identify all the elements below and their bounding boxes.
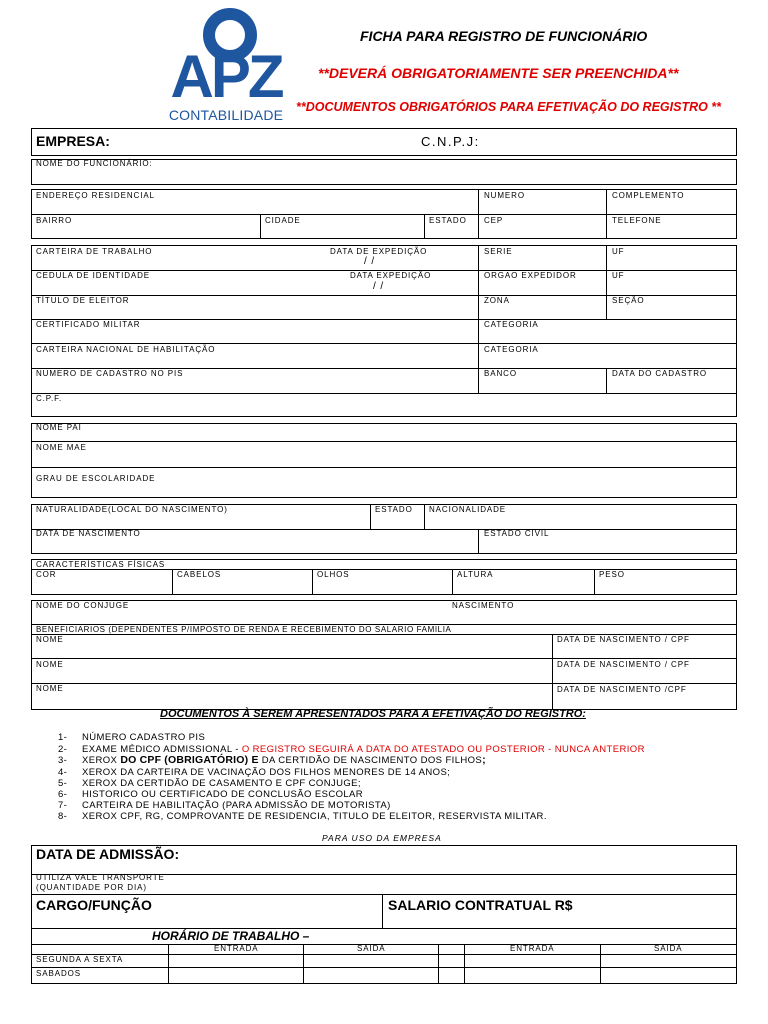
document-item: 2- EXAME MÉDICO ADMISSIONAL - O REGISTRO SEGUIRÁ A DATA DO ATESTADO OU POSTERIOR - NUNCA ANTERIOR [58,744,645,755]
id-issue-date-label: DATA EXPEDIÇÃO [350,271,432,280]
company-use-label: PARA USO DA EMPRESA [322,833,442,843]
nationality-label: NACIONALIDADE [429,505,507,514]
issuer-label: ORGAO EXPEDIDOR [484,271,577,280]
form-title: FICHA PARA REGISTRO DE FUNCIONÁRIO [360,28,648,44]
dependent-birth-cpf-label: DATA DE NASCIMENTO / CPF [557,660,690,669]
cpf-label: C.P.F. [36,394,63,403]
uf-label-2: UF [612,271,625,280]
work-card-label: CARTEIRA DE TRABALHO [36,247,153,256]
document-item: 5- XEROX DA CERTIDÃO DE CASAMENTO E CPF CONJUGE; [58,778,361,789]
zone-label: ZONA [484,296,510,305]
birth-state-label: ESTADO [375,505,413,514]
transport-quantity-label: (QUANTIDADE POR DIA) [36,883,147,892]
pis-label: NUMERO DE CADASTRO NO PIS [36,369,184,378]
admission-date-label: DATA DE ADMISSÃO: [36,846,180,862]
hair-label: CABELOS [177,570,222,579]
physical-header: CARACTERÍSTICAS FÍSICAS [36,560,166,569]
company-label: EMPRESA: [36,133,110,149]
education-label: GRAU DE ESCOLARIDADE [36,474,156,483]
category-label-2: CATEGORIA [484,345,539,354]
military-cert-label: CERTIFICADO MILITAR [36,320,141,329]
category-label-1: CATEGORIA [484,320,539,329]
spouse-birth-label: NASCIMENTO [452,601,515,610]
cnpj-label: C.N.P.J: [421,134,480,149]
zip-label: CEP [484,216,504,225]
city-label: CIDADE [265,216,301,225]
color-label: COR [36,570,57,579]
issue-date-label: DATA DE EXPEDIÇÃO [330,247,428,256]
dependent-name-label: NOME [36,684,64,693]
marital-status-label: ESTADO CIVIL [484,529,550,538]
document-item: 3- XEROX DO CPF (OBRIGATÓRIO) E DA CERTIDÃO DE NASCIMENTO DOS FILHOS; [58,754,486,766]
saturdays-label: SABADOS [36,969,81,978]
bank-label: BANCO [484,369,517,378]
height-label: ALTURA [457,570,494,579]
transport-voucher-label: UTILIZA VALE TRANSPORTE [36,873,165,882]
id-card-label: CEDULA DE IDENTIDADE [36,271,151,280]
number-label: NUMERO [484,191,525,200]
dependent-birth-cpf-label: DATA DE NASCIMENTO /CPF [557,685,687,694]
family-box [31,423,737,498]
entry-label-1: ENTRADA [214,944,259,953]
company-box [31,128,737,156]
logo-letters: APZ [170,43,282,110]
uf-label-1: UF [612,247,625,256]
document-item: 7- CARTEIRA DE HABILITAÇÃO (PARA ADMISSÃO DE MOTORISTA) [58,800,391,811]
mandatory-notice: **DEVERÁ OBRIGATORIAMENTE SER PREENCHIDA** [318,65,679,81]
voter-title-label: TÍTULO DE ELEITOR [36,296,130,305]
state-label: ESTADO [429,216,467,225]
document-item: 1- NÚMERO CADASTRO PIS [58,732,206,743]
dependent-birth-cpf-label: DATA DE NASCIMENTO / CPF [557,635,690,644]
issue-date-slashes: / / [364,256,376,267]
beneficiaries-label: BENEFICIARIOS (DEPENDENTES P/IMPOSTO DE RENDA E RECEBIMENTO DO SALARIO FAMILIA [36,625,452,634]
drivers-license-label: CARTEIRA NACIONAL DE HABILITAÇÃO [36,345,216,354]
birth-date-label: DATA DE NASCIMENTO [36,529,141,538]
district-label: BAIRRO [36,216,73,225]
birthplace-label: NATURALIDADE(LOCAL DO NASCIMENTO) [36,505,228,514]
logo-subtitle: CONTABILIDADE [168,107,284,123]
document-item: 6- HISTORICO OU CERTIFICADO DE CONCLUSÃO ESCOLAR [58,789,364,800]
complement-label: COMPLEMENTO [612,191,685,200]
phone-label: TELEFONE [612,216,662,225]
dependent-name-label: NOME [36,660,64,669]
job-title-label: CARGO/FUNÇÃO [36,897,152,913]
weight-label: PESO [599,570,625,579]
entry-label-2: ENTRADA [510,944,555,953]
weekdays-label: SEGUNDA A SEXTA [36,955,124,964]
dependent-name-label: NOME [36,635,64,644]
company-logo [160,8,292,126]
registration-date-label: DATA DO CADASTRO [612,369,708,378]
document-item: 4- XEROX DA CARTEIRA DE VACINAÇÃO DOS FILHOS MENORES DE 14 ANOS; [58,767,451,778]
work-schedule-label: HORÁRIO DE TRABALHO – [152,929,310,943]
section-label: SEÇÃO [612,296,645,305]
mother-name-label: NOME MAE [36,443,87,452]
father-name-label: NOME PAI [36,423,82,432]
document-item: 8- XEROX CPF, RG, COMPROVANTE DE RESIDENCIA, TITULO DE ELEITOR, RESERVISTA MILITAR. [58,811,547,822]
address-label: ENDEREÇO RESIDENCIAL [36,191,155,200]
employee-name-label: NOME DO FUNCIONÁRIO: [36,159,153,168]
documents-notice: **DOCUMENTOS OBRIGATÓRIOS PARA EFETIVAÇÃO DO REGISTRO ** [296,100,722,114]
exit-label-2: SAIDA [654,944,683,953]
salary-label: SALARIO CONTRATUAL R$ [388,897,573,913]
series-label: SERIE [484,247,513,256]
eyes-label: OLHOS [317,570,350,579]
spouse-name-label: NOME DO CONJUGE [36,601,130,610]
documents-title: DOCUMENTOS À SEREM APRESENTADOS PARA A EFETIVAÇÃO DO REGISTRO: [160,708,586,720]
exit-label-1: SAIDA [357,944,386,953]
id-issue-date-slashes: / / [373,281,385,292]
company-use-box [31,845,737,984]
